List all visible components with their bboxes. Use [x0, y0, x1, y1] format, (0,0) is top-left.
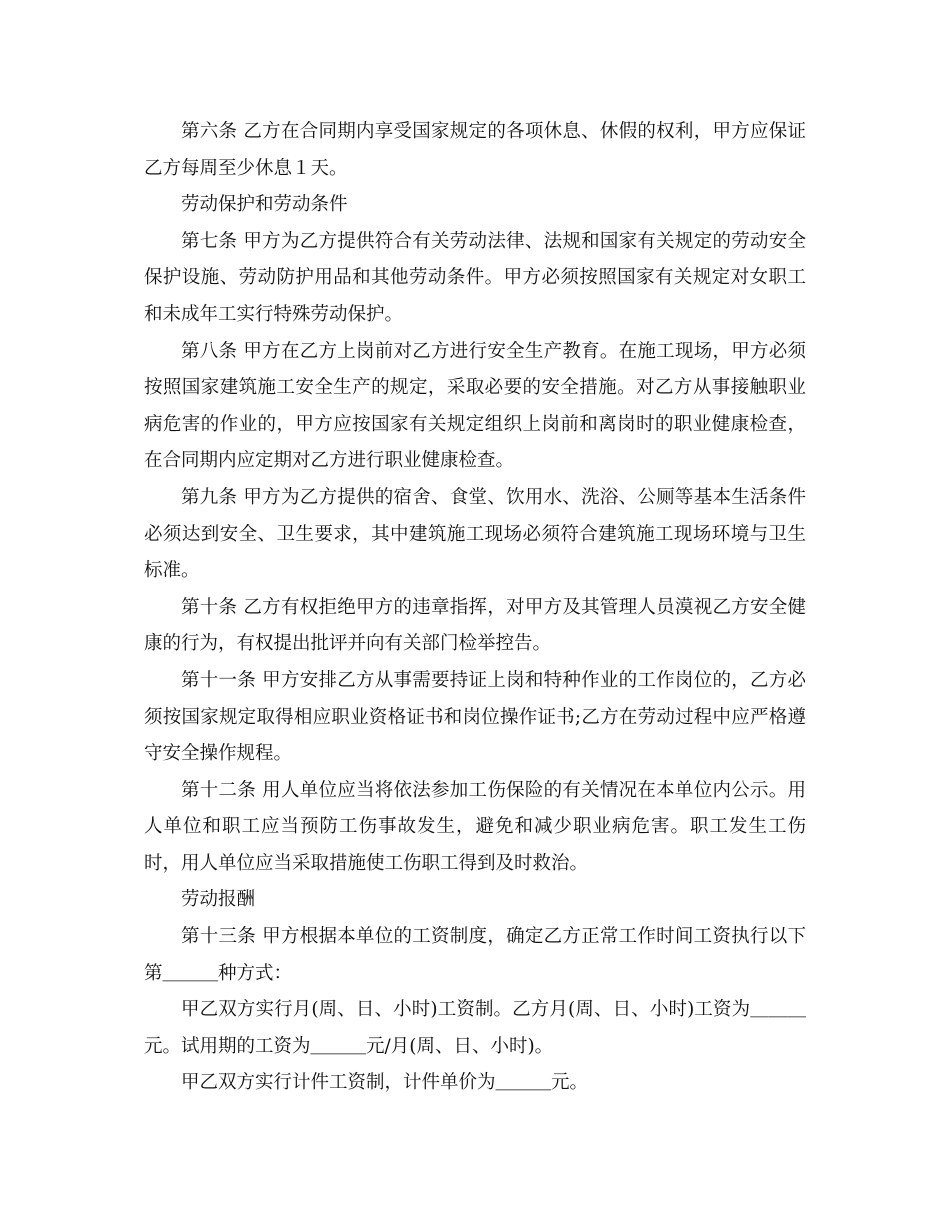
wage-option-piece-rate: 甲乙双方实行计件工资制，计件单价为＿＿＿元。: [181, 1072, 589, 1094]
section-heading-remuneration: 劳动报酬: [181, 889, 256, 911]
section-heading-labor-protection: 劳动保护和劳动条件: [181, 194, 348, 216]
article-11: 第十一条 甲方安排乙方从事需要持证上岗和特种作业的工作岗位的，乙方必须按国家规定取得相应职业资格证书和岗位操作证书;乙方在劳动过程中应严格遵守安全操作规程。: [144, 669, 806, 765]
article-10: 第十条 乙方有权拒绝甲方的违章指挥，对甲方及其管理人员漠视乙方安全健康的行为，有权提出批评并向有关部门检举控告。: [144, 596, 806, 655]
article-13: 第十三条 甲方根据本单位的工资制度，确定乙方正常工作时间工资执行以下第＿＿＿种方式：: [144, 926, 806, 984]
wage-option-time-based: 甲乙双方实行月(周、日、小时)工资制。乙方月(周、日、小时)工资为＿＿＿元。试用期的工资为＿＿＿元/月(周、日、小时)。: [144, 999, 806, 1057]
article-6: 第六条 乙方在合同期内享受国家规定的各项休息、休假的权利，甲方应保证乙方每周至少休息１天。: [144, 121, 806, 179]
article-7: 第七条 甲方为乙方提供符合有关劳动法律、法规和国家有关规定的劳动安全保护设施、劳动防护用品和其他劳动条件。甲方必须按照国家有关规定对女职工和未成年工实行特殊劳动保护。: [144, 230, 806, 325]
article-9: 第九条 甲方为乙方提供的宿舍、食堂、饮用水、洗浴、公厕等基本生活条件必须达到安全、卫生要求，其中建筑施工现场必须符合建筑施工现场环境与卫生标准。: [144, 486, 806, 582]
article-8: 第八条 甲方在乙方上岗前对乙方进行安全生产教育。在施工现场，甲方必须按照国家建筑施工安全生产的规定，采取必要的安全措施。对乙方从事接触职业病危害的作业的，甲方应按国家有关规定组织上岗前和离岗时的职业健康检查，在合同期内应定期对乙方进行职业健康检查。: [144, 340, 806, 472]
article-12: 第十二条 用人单位应当将依法参加工伤保险的有关情况在本单位内公示。用人单位和职工应当预防工伤事故发生，避免和减少职业病危害。职工发生工伤时，用人单位应当采取措施使工伤职工得到及时救治。: [144, 779, 806, 874]
document-body: [144, 114, 806, 1102]
